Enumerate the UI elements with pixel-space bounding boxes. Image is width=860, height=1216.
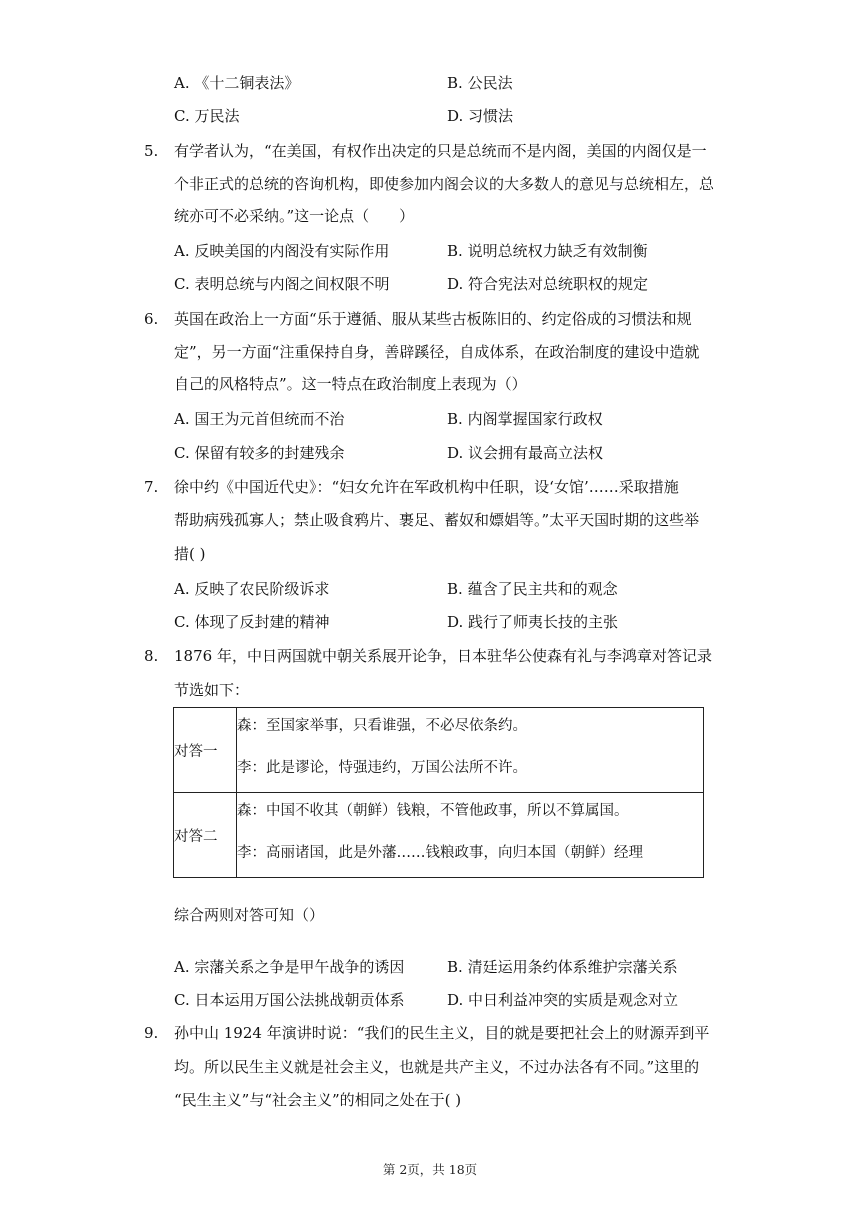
dialogue-line: 李：高丽诸国，此是外藩……钱粮政事，向归本国（朝鲜）经理 bbox=[237, 845, 643, 861]
q7-stem-line-3: 措( ) bbox=[174, 545, 206, 563]
q6-option-row-2 bbox=[174, 442, 734, 464]
q6-option-a[interactable]: A. 国王为元首但统而不治 bbox=[174, 410, 345, 428]
q9-stem-line-2: 均。所以民生主义就是社会主义，也就是共产主义，不过办法各有不同。”这里的 bbox=[174, 1058, 700, 1076]
dialogue-content bbox=[237, 793, 704, 878]
q5-number: 5. bbox=[144, 142, 159, 160]
q7-option-b[interactable]: B. 蕴含了民主共和的观念 bbox=[447, 580, 618, 598]
q8-option-row-1 bbox=[174, 956, 734, 978]
q7-option-a[interactable]: A. 反映了农民阶级诉求 bbox=[174, 580, 330, 598]
q6-option-b[interactable]: B. 内阁掌握国家行政权 bbox=[447, 410, 603, 428]
q5-option-d[interactable]: D. 符合宪法对总统职权的规定 bbox=[447, 275, 649, 293]
q6-number: 6. bbox=[144, 310, 159, 328]
q4-option-b[interactable]: B. 公民法 bbox=[447, 74, 513, 92]
q5-stem-line-3: 统亦可不必采纳。”这一论点（ ） bbox=[174, 207, 415, 225]
q8-option-c[interactable]: C. 日本运用万国公法挑战朝贡体系 bbox=[174, 991, 405, 1009]
q6-stem-line-1: 英国在政治上一方面“乐于遵循、服从某些古板陈旧的、约定俗成的习惯法和规 bbox=[174, 310, 692, 328]
q7-option-row-2 bbox=[174, 611, 734, 633]
table-row bbox=[174, 708, 704, 793]
q6-option-d[interactable]: D. 议会拥有最高立法权 bbox=[447, 444, 604, 462]
q7-option-c[interactable]: C. 体现了反封建的精神 bbox=[174, 613, 330, 631]
q5-stem-line-2: 个非正式的总统的咨询机构，即使参加内阁会议的大多数人的意见与总统相左，总 bbox=[174, 175, 715, 193]
q7-stem-line-2: 帮助病残孤寡人；禁止吸食鸦片、裹足、蓄奴和嫖娼等。”太平天国时期的这些举 bbox=[174, 511, 700, 529]
q4-option-row-1 bbox=[174, 72, 734, 94]
q4-option-d[interactable]: D. 习惯法 bbox=[447, 107, 514, 125]
q8-stem-line-1: 1876 年，中日两国就中朝关系展开论争，日本驻华公使森有礼与李鸿章对答记录 bbox=[174, 647, 712, 665]
q5-option-row-1 bbox=[174, 240, 734, 262]
q5-option-c[interactable]: C. 表明总统与内阁之间权限不明 bbox=[174, 275, 390, 293]
q6-stem-line-2: 定”，另一方面“注重保持自身，善辟蹊径，自成体系，在政治制度的建设中造就 bbox=[174, 343, 700, 361]
q8-option-a[interactable]: A. 宗藩关系之争是甲午战争的诱因 bbox=[174, 958, 405, 976]
q8-stem-line-2: 节选如下： bbox=[174, 681, 250, 699]
q5-stem-line-1: 有学者认为，“在美国，有权作出决定的只是总统而不是内阁，美国的内阁仅是一 bbox=[174, 142, 707, 160]
q4-option-a[interactable]: A. 《十二铜表法》 bbox=[174, 74, 300, 92]
dialogue-line: 李：此是谬论，恃强违约，万国公法所不许。 bbox=[237, 760, 527, 776]
table-row bbox=[174, 793, 704, 878]
q9-stem-line-3: “民生主义”与“社会主义”的相同之处在于( ) bbox=[174, 1091, 462, 1109]
q9-number: 9. bbox=[144, 1024, 159, 1042]
q9-stem-line-1: 孙中山 1924 年演讲时说：“我们的民生主义，目的就是要把社会上的财源弄到平 bbox=[174, 1024, 710, 1042]
q5-option-b[interactable]: B. 说明总统权力缺乏有效制衡 bbox=[447, 242, 648, 260]
dialogue-line: 森：至国家举事，只看谁强，不必尽依条约。 bbox=[237, 718, 527, 734]
q8-option-d[interactable]: D. 中日利益冲突的实质是观念对立 bbox=[447, 991, 679, 1009]
dialogue-table bbox=[173, 707, 704, 878]
dialogue-label: 对答二 bbox=[174, 793, 237, 878]
dialogue-content bbox=[237, 708, 704, 793]
q6-option-row-1 bbox=[174, 408, 734, 430]
q4-option-row-2 bbox=[174, 105, 734, 127]
dialogue-line: 森：中国不收其（朝鲜）钱粮，不管他政事，所以不算属国。 bbox=[237, 803, 629, 819]
dialogue-label: 对答一 bbox=[174, 708, 237, 793]
q5-option-a[interactable]: A. 反映美国的内阁没有实际作用 bbox=[174, 242, 390, 260]
q8-option-row-2 bbox=[174, 989, 734, 1011]
q7-option-d[interactable]: D. 践行了师夷长技的主张 bbox=[447, 613, 619, 631]
q7-stem-line-1: 徐中约《中国近代史》：“妇女允许在军政机构中任职，设‘女馆’……采取措施 bbox=[174, 478, 679, 496]
page-footer: 第 2页，共 18页 bbox=[382, 1162, 478, 1177]
q4-option-c[interactable]: C. 万民法 bbox=[174, 107, 240, 125]
q6-stem-line-3: 自己的风格特点”。这一特点在政治制度上表现为（） bbox=[174, 375, 527, 393]
q6-option-c[interactable]: C. 保留有较多的封建残余 bbox=[174, 444, 345, 462]
q7-number: 7. bbox=[144, 478, 159, 496]
q5-option-row-2 bbox=[174, 273, 734, 295]
q8-option-b[interactable]: B. 清廷运用条约体系维护宗藩关系 bbox=[447, 958, 678, 976]
q7-option-row-1 bbox=[174, 578, 734, 600]
q8-stem-after: 综合两则对答可知（） bbox=[174, 906, 325, 924]
q8-number: 8. bbox=[144, 647, 159, 665]
